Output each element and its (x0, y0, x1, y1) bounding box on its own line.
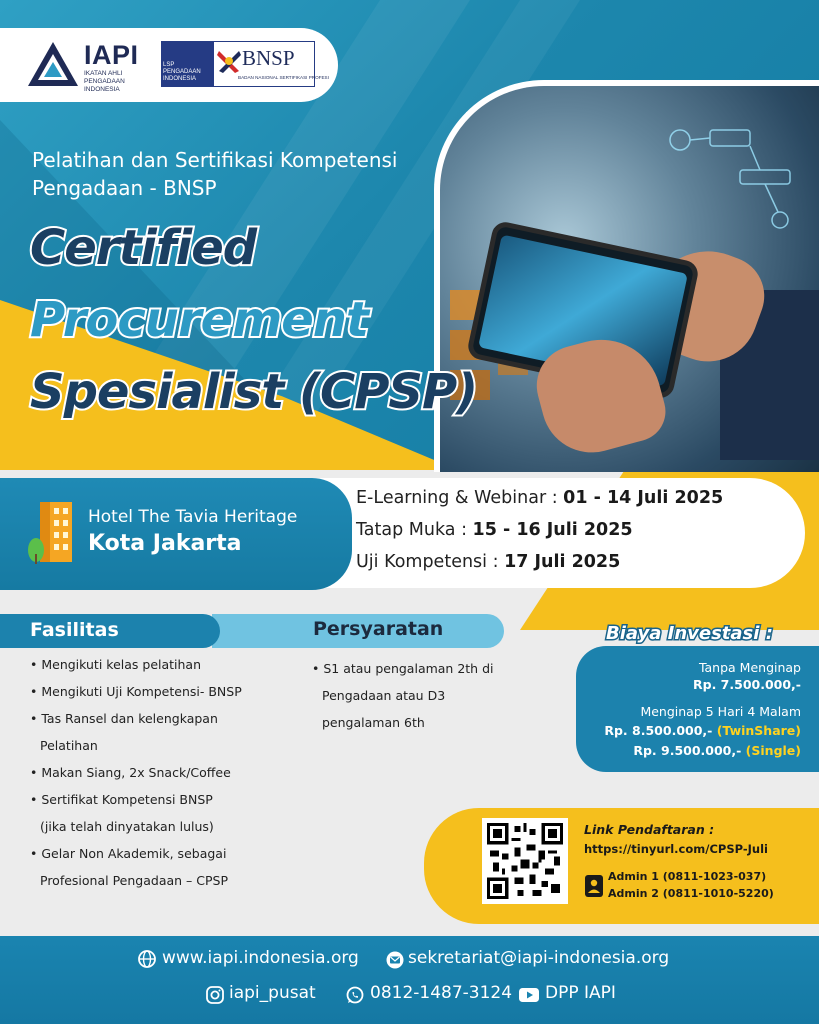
list-item: (jika telah dinyatakan lulus) (40, 819, 214, 834)
program-title-line-1: Certified (30, 220, 257, 276)
list-item: • Makan Siang, 2x Snack/Coffee (30, 765, 231, 780)
footer-whatsapp[interactable]: 0812-1487-3124 (370, 983, 513, 1003)
iapi-logo-icon (26, 40, 80, 88)
fasilitas-list (30, 651, 320, 894)
biaya-twinshare (604, 723, 801, 738)
price: Rp. 8.500.000,- (604, 723, 717, 738)
footer-website[interactable]: www.iapi.indonesia.org (162, 948, 359, 968)
schedule-label: Uji Kompetensi : (356, 552, 505, 572)
bnsp-emblem-icon (217, 47, 241, 75)
program-subtitle: Pelatihan dan Sertifikasi Kompetensi Pengadaan - BNSP (32, 148, 398, 200)
list-item: Pengadaan atau D3 (322, 688, 446, 703)
list-item: • Sertifikat Kompetensi BNSP (30, 792, 213, 807)
schedule-value: 01 - 14 Juli 2025 (563, 488, 724, 508)
list-item: • Mengikuti kelas pelatihan (30, 657, 202, 672)
biaya-heading: Biaya Investasi : (606, 623, 773, 644)
schedule-value: 15 - 16 Juli 2025 (472, 520, 633, 540)
youtube-icon (519, 988, 539, 1002)
list-item: • Mengikuti Uji Kompetensi- BNSP (30, 684, 242, 699)
persyaratan-heading: Persyaratan (313, 618, 444, 640)
registration-link[interactable]: https://tinyurl.com/CPSP-Juli (584, 842, 768, 856)
footer-youtube[interactable]: DPP IAPI (545, 983, 616, 1003)
whatsapp-icon (346, 986, 364, 1004)
phone-contact-icon (585, 875, 603, 897)
hotel-name: Hotel The Tavia Heritage (88, 507, 298, 527)
schedule-label: Tatap Muka : (356, 520, 473, 540)
hologram-graphic (640, 100, 810, 270)
schedule-label: E-Learning & Webinar : (356, 488, 564, 508)
program-title-line-3: Spesialist (CPSP) (30, 364, 478, 420)
registration-heading: Link Pendaftaran : (584, 822, 715, 837)
building-icon (26, 498, 78, 564)
price-tag: (TwinShare) (716, 723, 801, 738)
mail-icon (386, 951, 404, 969)
iapi-logo-subtext: IKATAN AHLI PENGADAAN INDONESIA (84, 70, 125, 93)
program-title-line-2: Procurement (30, 292, 368, 348)
biaya-tanpa-label: Tanpa Menginap (698, 660, 801, 675)
biaya-tanpa-price: Rp. 7.500.000,- (693, 677, 801, 692)
city-name: Kota Jakarta (88, 531, 242, 556)
list-item: pengalaman 6th (322, 715, 425, 730)
price: Rp. 9.500.000,- (633, 743, 746, 758)
footer-email[interactable]: sekretariat@iapi-indonesia.org (408, 948, 670, 968)
persyaratan-list (312, 655, 552, 736)
schedule-elearning (356, 488, 723, 508)
fasilitas-heading: Fasilitas (30, 619, 119, 641)
footer-instagram[interactable]: iapi_pusat (229, 983, 316, 1003)
instagram-icon (206, 986, 224, 1004)
biaya-menginap-label: Menginap 5 Hari 4 Malam (640, 704, 801, 719)
list-item: • S1 atau pengalaman 2th di (312, 661, 494, 676)
schedule-uji-kompetensi (356, 552, 620, 572)
admin-contact-2[interactable]: Admin 2 (0811-1010-5220) (608, 887, 774, 900)
list-item: Pelatihan (40, 738, 98, 753)
lsp-logo-text: LSP PENGADAAN INDONESIA (163, 62, 201, 82)
bnsp-logo-subtext: BADAN NASIONAL SERTIFIKASI PROFESI (238, 75, 329, 80)
iapi-logo-text: IAPI (84, 40, 139, 70)
list-item: • Tas Ransel dan kelengkapan (30, 711, 218, 726)
qr-code[interactable] (482, 818, 568, 904)
list-item: • Gelar Non Akademik, sebagai (30, 846, 227, 861)
list-item: Profesional Pengadaan – CPSP (40, 873, 228, 888)
biaya-single (633, 743, 801, 758)
admin-contact-1[interactable]: Admin 1 (0811-1023-037) (608, 870, 767, 883)
globe-icon (138, 950, 156, 968)
price-tag: (Single) (745, 743, 801, 758)
schedule-tatap-muka (356, 520, 633, 540)
bnsp-logo-text: BNSP (242, 46, 295, 70)
schedule-value: 17 Juli 2025 (504, 552, 621, 572)
